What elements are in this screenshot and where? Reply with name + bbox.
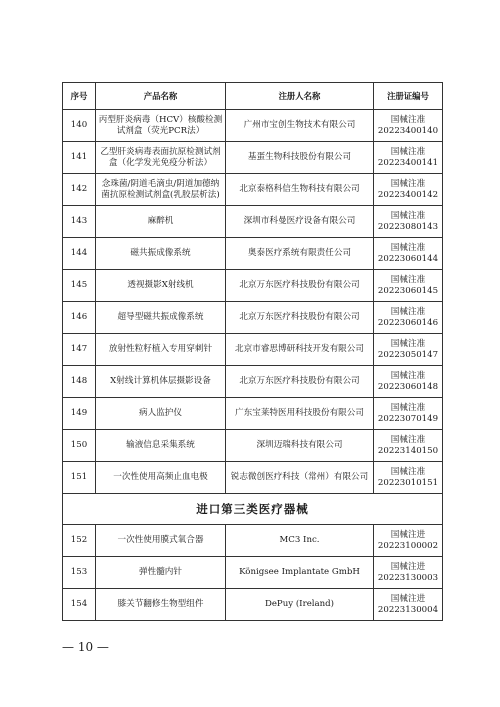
cell-no: 151 <box>63 462 96 494</box>
cell-no: 148 <box>63 366 96 398</box>
cell-no: 141 <box>63 142 96 174</box>
cell-product: X射线计算机体层摄影设备 <box>96 366 226 398</box>
cell-no: 142 <box>63 174 96 206</box>
domestic-rows <box>63 110 443 494</box>
table-header-row <box>63 83 443 110</box>
cell-no: 145 <box>63 270 96 302</box>
table-row <box>63 398 443 430</box>
cell-product: 膝关节翻修生物型组件 <box>96 589 226 621</box>
header-product: 产品名称 <box>96 83 226 110</box>
cell-no: 153 <box>63 557 96 589</box>
table-row <box>63 270 443 302</box>
table-row <box>63 142 443 174</box>
table-row <box>63 462 443 494</box>
cell-no: 154 <box>63 589 96 621</box>
cell-no: 152 <box>63 525 96 557</box>
table-row <box>63 589 443 621</box>
cell-registrant: 北京万东医疗科技股份有限公司 <box>226 302 374 334</box>
cell-registrant: 北京万东医疗科技股份有限公司 <box>226 270 374 302</box>
cell-product: 病人监护仪 <box>96 398 226 430</box>
cell-registrant: 锐志微创医疗科技（常州）有限公司 <box>226 462 374 494</box>
cell-registrant: 广东宝莱特医用科技股份有限公司 <box>226 398 374 430</box>
cell-product: 输液信息采集系统 <box>96 430 226 462</box>
cell-registrant: 基蛋生物科技股份有限公司 <box>226 142 374 174</box>
cell-no: 143 <box>63 206 96 238</box>
cell-cert: 国械注进 20223130004 <box>374 589 443 621</box>
cell-cert: 国械注进 20223100002 <box>374 525 443 557</box>
cell-product: 乙型肝炎病毒表面抗原检测试剂盒（化学发光免疫分析法） <box>96 142 226 174</box>
table-row <box>63 174 443 206</box>
section-row <box>63 494 443 525</box>
cell-cert: 国械注准 20223400142 <box>374 174 443 206</box>
table-row <box>63 525 443 557</box>
cell-cert: 国械注准 20223080143 <box>374 206 443 238</box>
cell-cert: 国械注准 20223010151 <box>374 462 443 494</box>
table-row <box>63 238 443 270</box>
cell-registrant: 深圳市科曼医疗设备有限公司 <box>226 206 374 238</box>
cell-no: 149 <box>63 398 96 430</box>
cell-cert: 国械注准 20223140150 <box>374 430 443 462</box>
cell-product: 透视摄影X射线机 <box>96 270 226 302</box>
cell-registrant: 北京万东医疗科技股份有限公司 <box>226 366 374 398</box>
cell-cert: 国械注进 20223130003 <box>374 557 443 589</box>
registration-table-wrap <box>62 82 442 621</box>
table-row <box>63 366 443 398</box>
cell-registrant: DePuy (Ireland) <box>226 589 374 621</box>
cell-product: 麻醉机 <box>96 206 226 238</box>
cell-registrant: MC3 Inc. <box>226 525 374 557</box>
table-row <box>63 110 443 142</box>
cell-cert: 国械注准 20223400141 <box>374 142 443 174</box>
table-row <box>63 430 443 462</box>
cell-cert: 国械注准 20223060148 <box>374 366 443 398</box>
cell-registrant: 广州市宝创生物技术有限公司 <box>226 110 374 142</box>
cell-registrant: 深圳迈瑞科技有限公司 <box>226 430 374 462</box>
cell-cert: 国械注准 20223050147 <box>374 334 443 366</box>
cell-product: 一次性使用膜式氧合器 <box>96 525 226 557</box>
cell-product: 弹性髓内针 <box>96 557 226 589</box>
cell-no: 146 <box>63 302 96 334</box>
imported-rows <box>63 525 443 621</box>
cell-product: 一次性使用高频止血电极 <box>96 462 226 494</box>
cell-product: 超导型磁共振成像系统 <box>96 302 226 334</box>
header-cert: 注册证编号 <box>374 83 443 110</box>
cell-registrant: 奥泰医疗系统有限责任公司 <box>226 238 374 270</box>
header-registrant: 注册人名称 <box>226 83 374 110</box>
cell-product: 丙型肝炎病毒（HCV）核酸检测试剂盒（荧光PCR法） <box>96 110 226 142</box>
cell-product: 放射性粒籽植入专用穿刺针 <box>96 334 226 366</box>
header-no: 序号 <box>63 83 96 110</box>
cell-no: 150 <box>63 430 96 462</box>
table-row <box>63 334 443 366</box>
cell-cert: 国械注准 20223060144 <box>374 238 443 270</box>
cell-registrant: 北京泰格科信生物科技有限公司 <box>226 174 374 206</box>
registration-table <box>62 82 443 621</box>
cell-product: 磁共振成像系统 <box>96 238 226 270</box>
section-title: 进口第三类医疗器械 <box>63 494 443 525</box>
cell-no: 144 <box>63 238 96 270</box>
cell-registrant: 北京市睿思博研科技开发有限公司 <box>226 334 374 366</box>
cell-product: 念珠菌/阴道毛滴虫/阴道加德纳菌抗原检测试剂盒(乳胶层析法) <box>96 174 226 206</box>
table-row <box>63 557 443 589</box>
cell-cert: 国械注准 20223070149 <box>374 398 443 430</box>
cell-registrant: Königsee Implantate GmbH <box>226 557 374 589</box>
page-number: — 10 — <box>62 640 109 654</box>
cell-no: 140 <box>63 110 96 142</box>
table-row <box>63 302 443 334</box>
table-row <box>63 206 443 238</box>
cell-no: 147 <box>63 334 96 366</box>
cell-cert: 国械注准 20223060146 <box>374 302 443 334</box>
cell-cert: 国械注准 20223400140 <box>374 110 443 142</box>
cell-cert: 国械注准 20223060145 <box>374 270 443 302</box>
